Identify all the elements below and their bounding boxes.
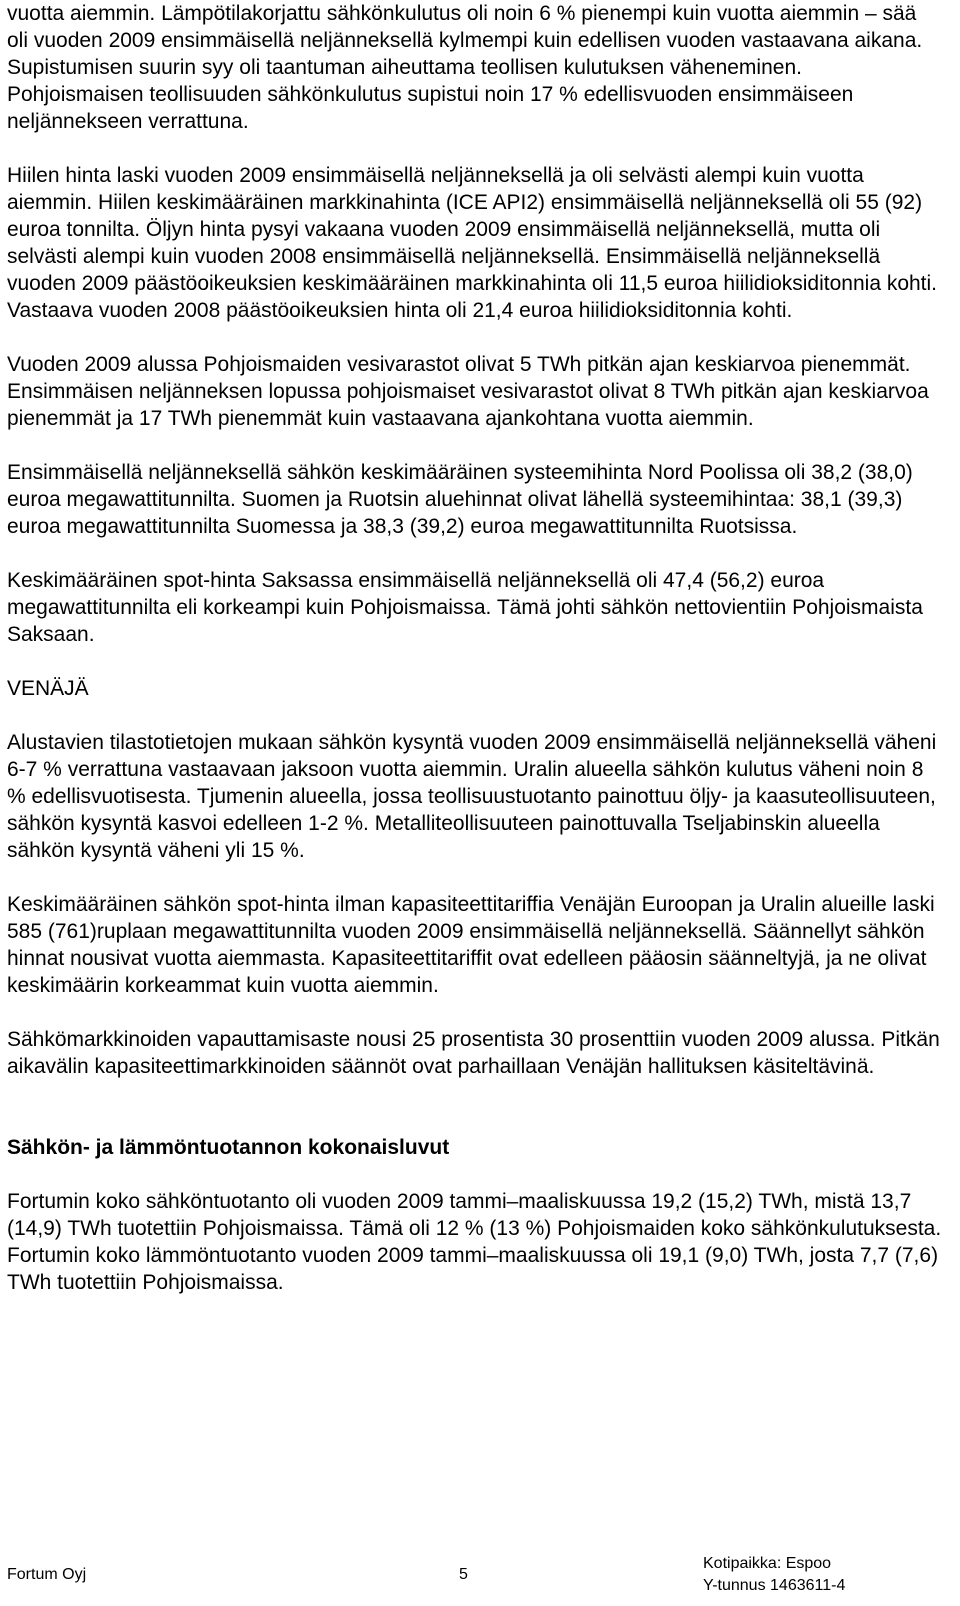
section-heading-russia: VENÄJÄ	[7, 677, 89, 700]
footer-page-number: 5	[459, 1566, 468, 1583]
document-body	[7, 0, 942, 1323]
footer-domicile: Kotipaikka: Espoo	[703, 1555, 832, 1572]
paragraph-production-totals: Fortumin koko sähköntuotanto oli vuoden 2009 tammi–maaliskuussa 19,2 (15,2) TWh, mistä 13,7 (14,9) TWh tuotettiin Pohjoismaissa. Tämä oli 12 % (13 %) Pohjoismaiden koko sähkönkulutuksesta. Fortumin koko lämmöntuotanto vuoden 2009 tammi–maaliskuussa oli 19,1 (9,0) TWh, josta 7,7 (7,6) TWh tuotettiin Pohjoismaissa.	[7, 1190, 942, 1294]
section-heading-production: Sähkön- ja lämmöntuotannon kokonaisluvut	[7, 1136, 450, 1159]
paragraph-russia-spot-price: Keskimääräinen sähkön spot-hinta ilman kapasiteettitariffia Venäjän Euroopan ja Uralin alueille laski 585 (761)ruplaan megawattitunnilta vuoden 2009 ensimmäisellä neljänneksellä. Säännellyt sähkön hinnat nousivat vuotta aiemmasta. Kapasiteettitariffit ovat edelleen pääosin säänneltyjä, ja ne olivat keskimäärin korkeammat kuin vuotta aiemmin.	[7, 893, 935, 997]
paragraph-russia-liberalization: Sähkömarkkinoiden vapauttamisaste nousi 25 prosentista 30 prosenttiin vuoden 2009 alussa. Pitkän aikavälin kapasiteettimarkkinoiden säännöt ovat parhaillaan Venäjän hallituksen käsiteltävinä.	[7, 1028, 940, 1078]
paragraph-russia-demand: Alustavien tilastotietojen mukaan sähkön kysyntä vuoden 2009 ensimmäisellä neljänneksellä väheni 6-7 % verrattuna vastaavaan jaksoon vuotta aiemmin. Uralin alueella sähkön kulutus väheni noin 8 % edellisvuotisesta. Tjumenin alueella, jossa teollisuustuotanto painottuu öljy- ja kaasuteollisuuteen, sähkön kysyntä kasvoi edelleen 1-2 %. Metalliteollisuuteen painottuvalla Tseljabinskin alueella sähkön kysyntä väheni yli 15 %.	[7, 731, 937, 862]
paragraph-germany-spot-price: Keskimääräinen spot-hinta Saksassa ensimmäisellä neljänneksellä oli 47,4 (56,2) euroa megawattitunnilta eli korkeampi kuin Pohjoismaissa. Tämä johti sähkön nettovientiin Pohjoismaista Saksaan.	[7, 569, 923, 646]
paragraph-nord-pool-prices: Ensimmäisellä neljänneksellä sähkön keskimääräinen systeemihinta Nord Poolissa oli 38,2 (38,0) euroa megawattitunnilta. Suomen ja Ruotsin aluehinnat olivat lähellä systeemihintaa: 38,1 (39,3) euroa megawattitunnilta Suomessa ja 38,3 (39,2) euroa megawattitunnilta Ruotsissa.	[7, 461, 913, 538]
footer-business-id: Y-tunnus 1463611-4	[703, 1577, 846, 1594]
footer-company: Fortum Oyj	[7, 1566, 87, 1583]
page-footer	[0, 1556, 960, 1606]
paragraph-coal-oil-prices: Hiilen hinta laski vuoden 2009 ensimmäisellä neljänneksellä ja oli selvästi alempi kuin vuotta aiemmin. Hiilen keskimääräinen markkinahinta (ICE API2) ensimmäisellä neljänneksellä oli 55 (92) euroa tonnilta. Öljyn hinta pysyi vakaana vuoden 2009 ensimmäisellä neljänneksellä, mutta oli selvästi alempi kuin vuoden 2008 ensimmäisellä neljänneksellä. Ensimmäisellä neljänneksellä vuoden 2009 päästöoikeuksien keskimääräinen markkinahinta oli 11,5 euroa hiilidioksiditonnia kohti. Vastaava vuoden 2008 päästöoikeuksien hinta oli 21,4 euroa hiilidioksiditonnia kohti.	[7, 164, 938, 322]
paragraph-electricity-consumption: vuotta aiemmin. Lämpötilakorjattu sähkönkulutus oli noin 6 % pienempi kuin vuotta aiemmin – sää oli vuoden 2009 ensimmäisellä neljänneksellä kylmempi kuin edellisen vuoden vastaavana aikana. Supistumisen suurin syy oli taantuman aiheuttama teollisen kulutuksen väheneminen. Pohjoismaisen teollisuuden sähkönkulutus supistui noin 17 % edellisvuoden ensimmäiseen neljännekseen verrattuna.	[7, 2, 923, 133]
paragraph-water-reservoirs: Vuoden 2009 alussa Pohjoismaiden vesivarastot olivat 5 TWh pitkän ajan keskiarvoa pienemmät. Ensimmäisen neljänneksen lopussa pohjoismaiset vesivarastot olivat 8 TWh pitkän ajan keskiarvoa pienemmät ja 17 TWh pienemmät kuin vastaavana ajankohtana vuotta aiemmin.	[7, 353, 929, 430]
